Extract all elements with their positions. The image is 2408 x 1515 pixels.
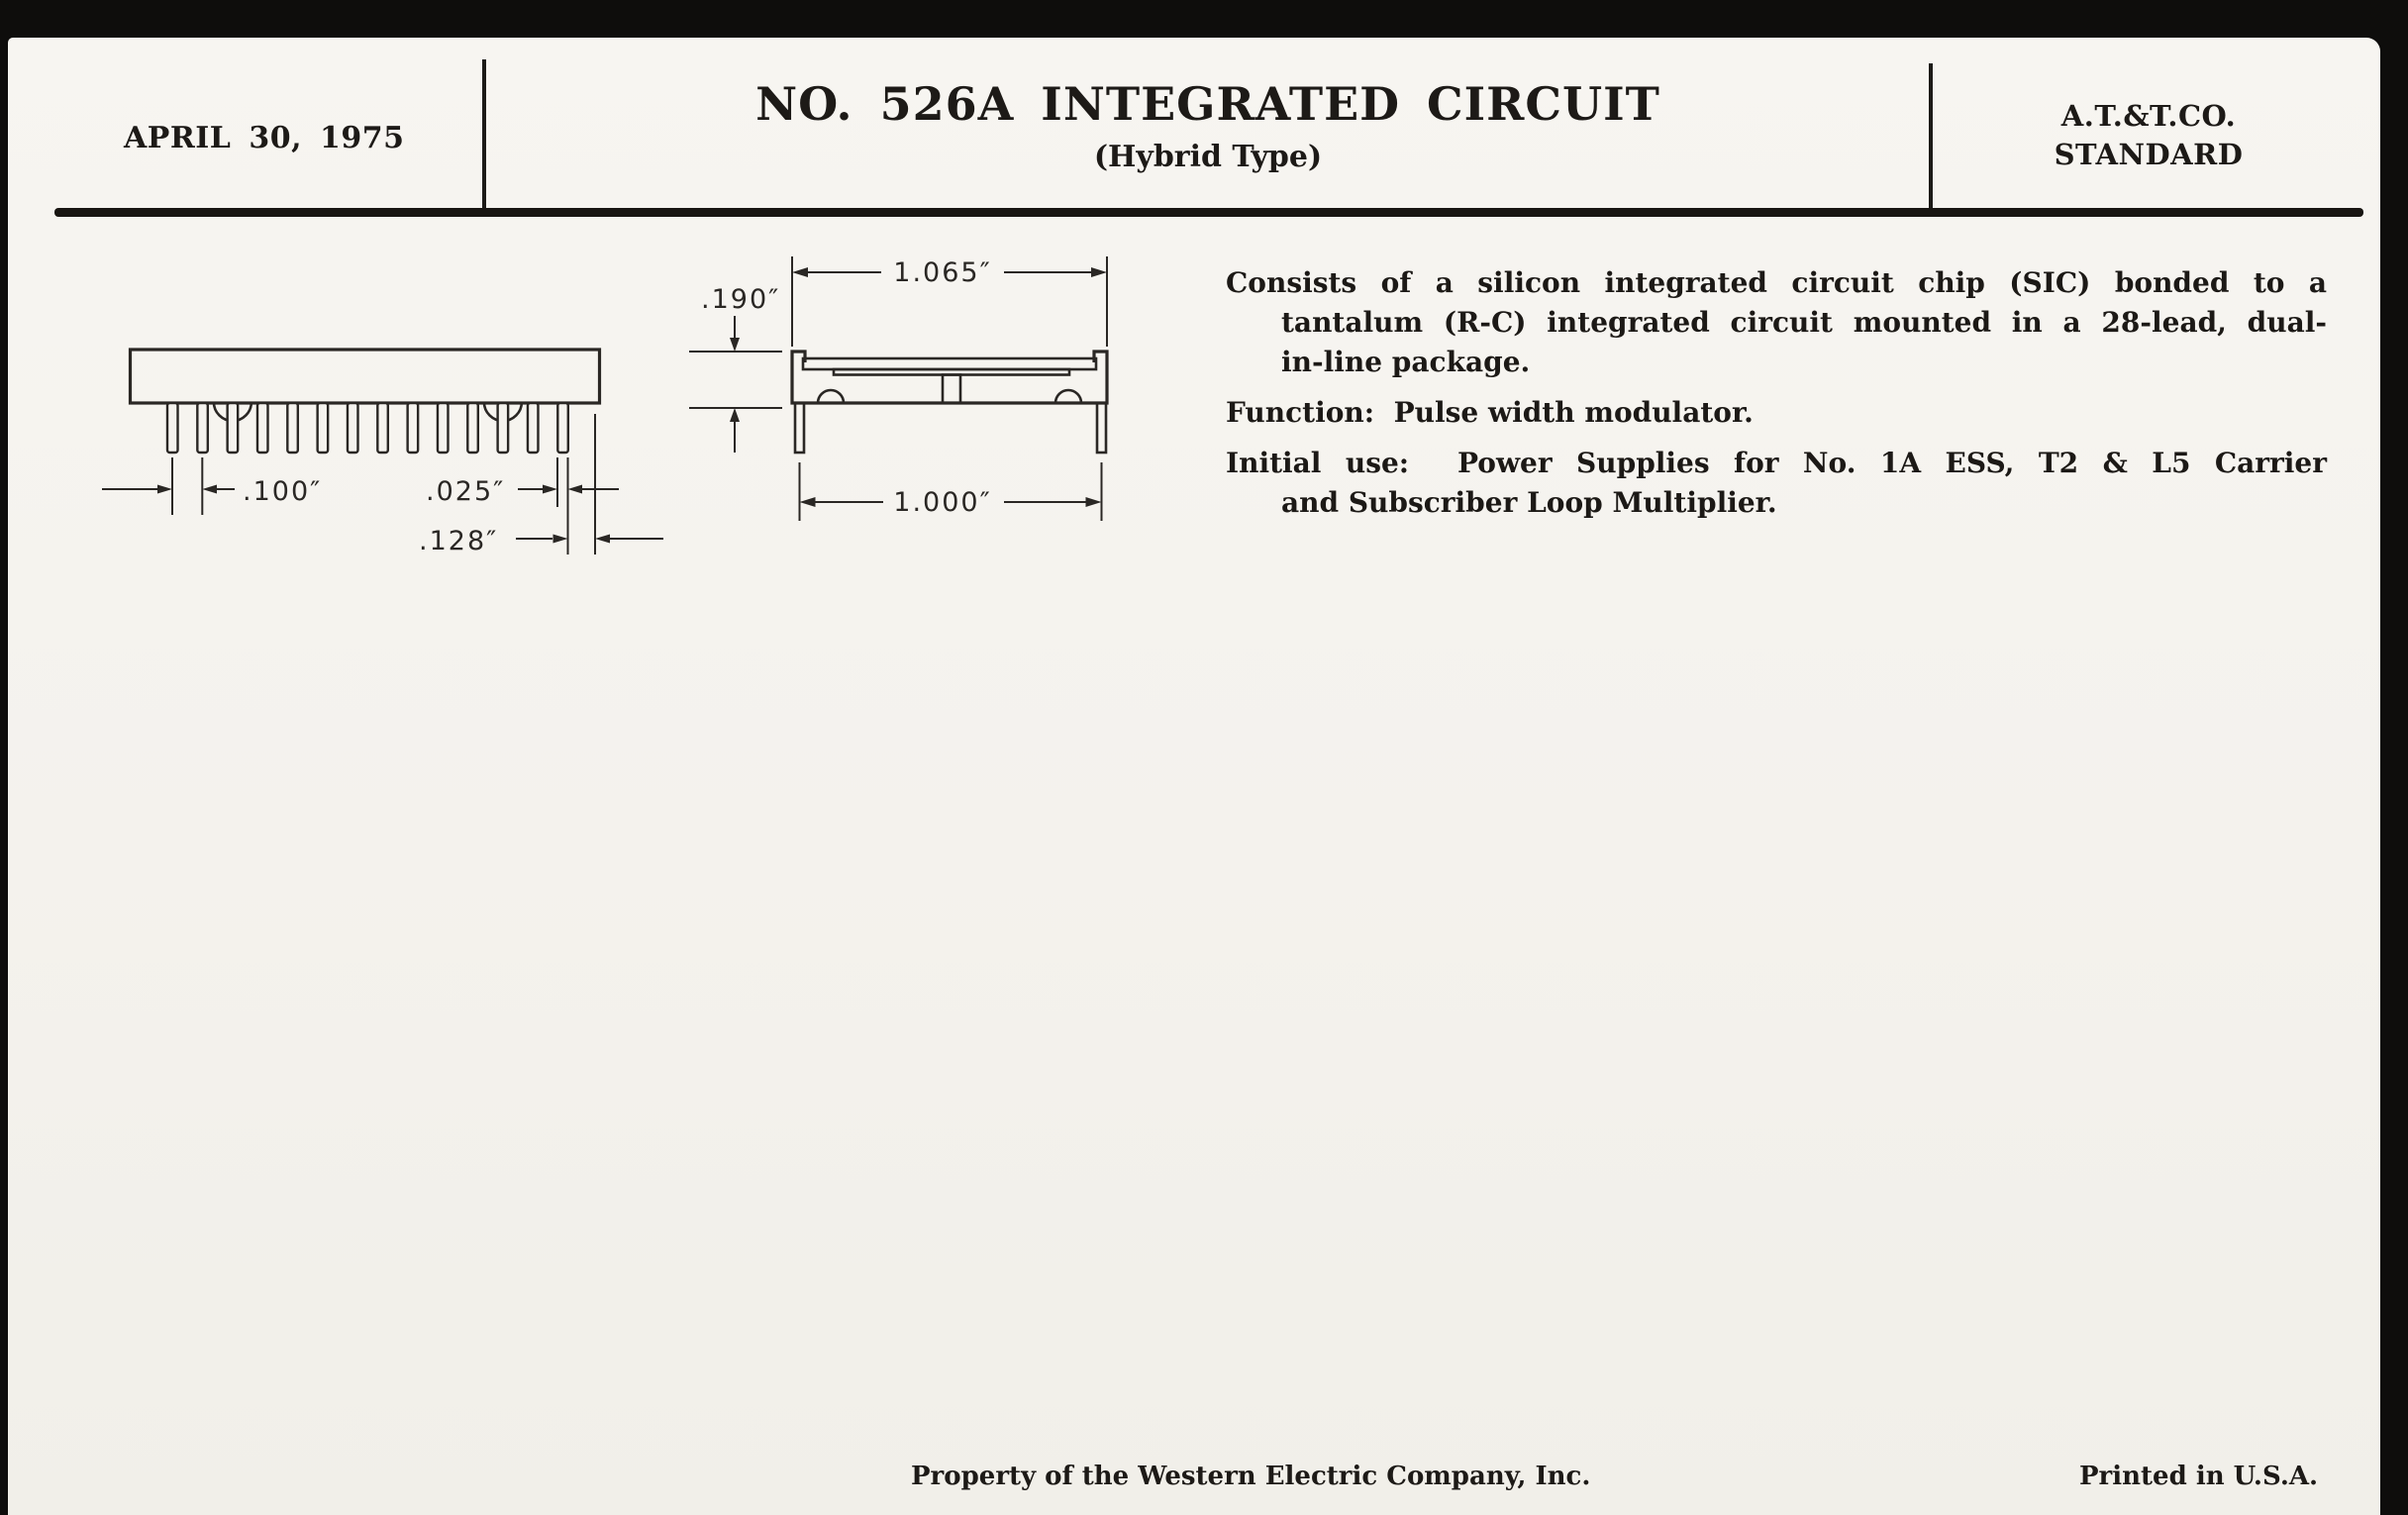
side-view-pin [287, 403, 298, 453]
function-line: Function: Pulse width modulator. [1226, 396, 1754, 429]
side-view-pins [167, 403, 568, 453]
org-name: A.T.&T.CO. [2060, 99, 2237, 133]
description-line: in-line package. [1281, 346, 1531, 378]
page-subtitle: (Hybrid Type) [1093, 140, 1323, 174]
end-view-left-lead [795, 403, 804, 453]
end-view-body [792, 352, 1107, 453]
org-standard: STANDARD [2054, 138, 2244, 171]
dim-lead-pitch-label: .100″ [243, 476, 323, 507]
dim-body-height [689, 316, 782, 453]
dim-lead-width-label: .025″ [426, 476, 506, 507]
side-view-pin [228, 403, 239, 453]
side-view-pin [408, 403, 419, 453]
dim-lead-pitch [102, 457, 235, 515]
initial-use-line: and Subscriber Loop Multiplier. [1281, 486, 1777, 519]
end-view-lead-shoulders [818, 390, 1081, 403]
side-view-body [131, 350, 600, 403]
side-view-pin [377, 403, 388, 453]
dim-lead-span-label: 1.000″ [893, 487, 992, 518]
side-view-pin [557, 403, 568, 453]
property-notice: Property of the Western Electric Company, Inc. [911, 1462, 1591, 1491]
dim-edge-offset-label: .128″ [419, 526, 499, 556]
description-line: Consists of a silicon integrated circuit chip (SIC) bonded to a [1226, 266, 2327, 299]
side-view-drawing [84, 337, 688, 599]
document-page [8, 38, 2380, 1515]
description-line: tantalum (R-C) integrated circuit mounted in a 28-lead, dual- [1281, 306, 2327, 339]
side-view-pin [438, 403, 449, 453]
printed-notice: Printed in U.S.A. [2079, 1462, 2319, 1491]
org-standard-block [1990, 97, 2307, 174]
side-view-pin [167, 403, 178, 453]
description-block [1226, 263, 2327, 523]
side-view-pin [257, 403, 268, 453]
dim-body-height-label: .190″ [701, 284, 781, 315]
title-block [634, 77, 1782, 174]
end-view-drawing [683, 243, 1158, 535]
header-rule [54, 208, 2363, 217]
end-view-center-support [943, 375, 960, 404]
issue-date: APRIL 30, 1975 [124, 121, 405, 155]
side-view-pin [528, 403, 539, 453]
side-view-pin [467, 403, 478, 453]
header-divider-right [1929, 63, 1933, 211]
header-divider-left [482, 59, 486, 210]
dim-body-width-label: 1.065″ [893, 257, 992, 288]
end-view-lid [803, 358, 1096, 369]
initial-use-line: Initial use: Power Supplies for No. 1A ESS, T2 & L5 Carrier [1226, 447, 2327, 479]
page-title: NO. 526A INTEGRATED CIRCUIT [755, 77, 1660, 131]
end-view-right-lead [1097, 403, 1106, 453]
side-view-pin [318, 403, 329, 453]
side-view-pin [197, 403, 208, 453]
side-view-pin [348, 403, 358, 453]
side-view-pin [498, 403, 509, 453]
